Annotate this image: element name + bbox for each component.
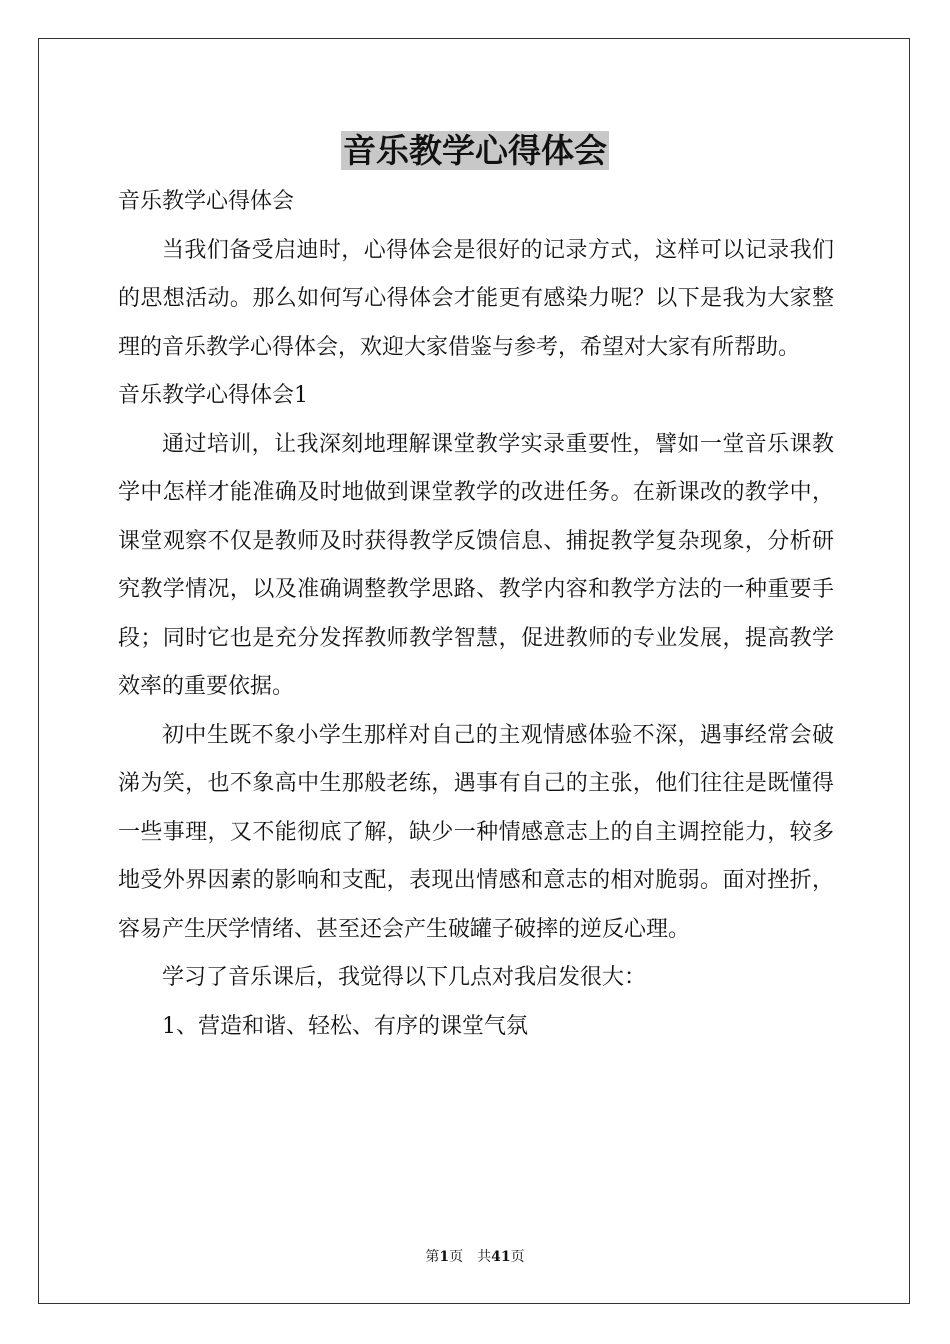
section-heading-1: 音乐教学心得体会1 (118, 383, 308, 408)
footer-page-mid: 页 共 (449, 1249, 492, 1265)
footer-page-suffix: 页 (510, 1249, 525, 1265)
document-title (0, 128, 950, 174)
document-body (118, 178, 834, 1051)
subtitle-heading: 音乐教学心得体会 (118, 189, 295, 214)
body-paragraph-3: 学习了音乐课后，我觉得以下几点对我启发很大： (162, 965, 647, 990)
footer-page-prefix: 第 (425, 1249, 440, 1265)
footer-page-total: 41 (491, 1249, 511, 1265)
document-title-text: 音乐教学心得体会 (343, 131, 607, 170)
intro-paragraph: 当我们备受启迪时，心得体会是很好的记录方式，这样可以记录我们的思想活动。那么如何写心得体会才能更有感染力呢？以下是我为大家整理的音乐教学心得体会，欢迎大家借鉴与参考，希望对大家有所帮助。 (118, 237, 834, 360)
body-paragraph-1: 通过培训，让我深刻地理解课堂教学实录重要性，譬如一堂音乐课教学中怎样才能准确及时地做到课堂教学的改进任务。在新课改的教学中，课堂观察不仅是教师及时获得教学反馈信息、捕捉教学复杂现象，分析研究教学情况，以及准确调整教学思路、教学内容和教学方法的一种重要手段；同时它也是充分发挥教师教学智慧，促进教师的专业发展，提高教学效率的重要依据。 (118, 431, 834, 699)
footer-page-current: 1 (439, 1249, 450, 1265)
page-footer (0, 1247, 950, 1267)
body-paragraph-2: 初中生既不象小学生那样对自己的主观情感体验不深，遇事经常会破涕为笑，也不象高中生那般老练，遇事有自己的主张，他们往往是既懂得一些事理，又不能彻底了解，缺少一种情感意志上的自主调控能力，较多地受外界因素的影响和支配，表现出情感和意志的相对脆弱。面对挫折，容易产生厌学情绪、甚至还会产生破罐子破摔的逆反心理。 (118, 722, 834, 942)
list-item-1: 1、营造和谐、轻松、有序的课堂气氛 (162, 1013, 528, 1039)
